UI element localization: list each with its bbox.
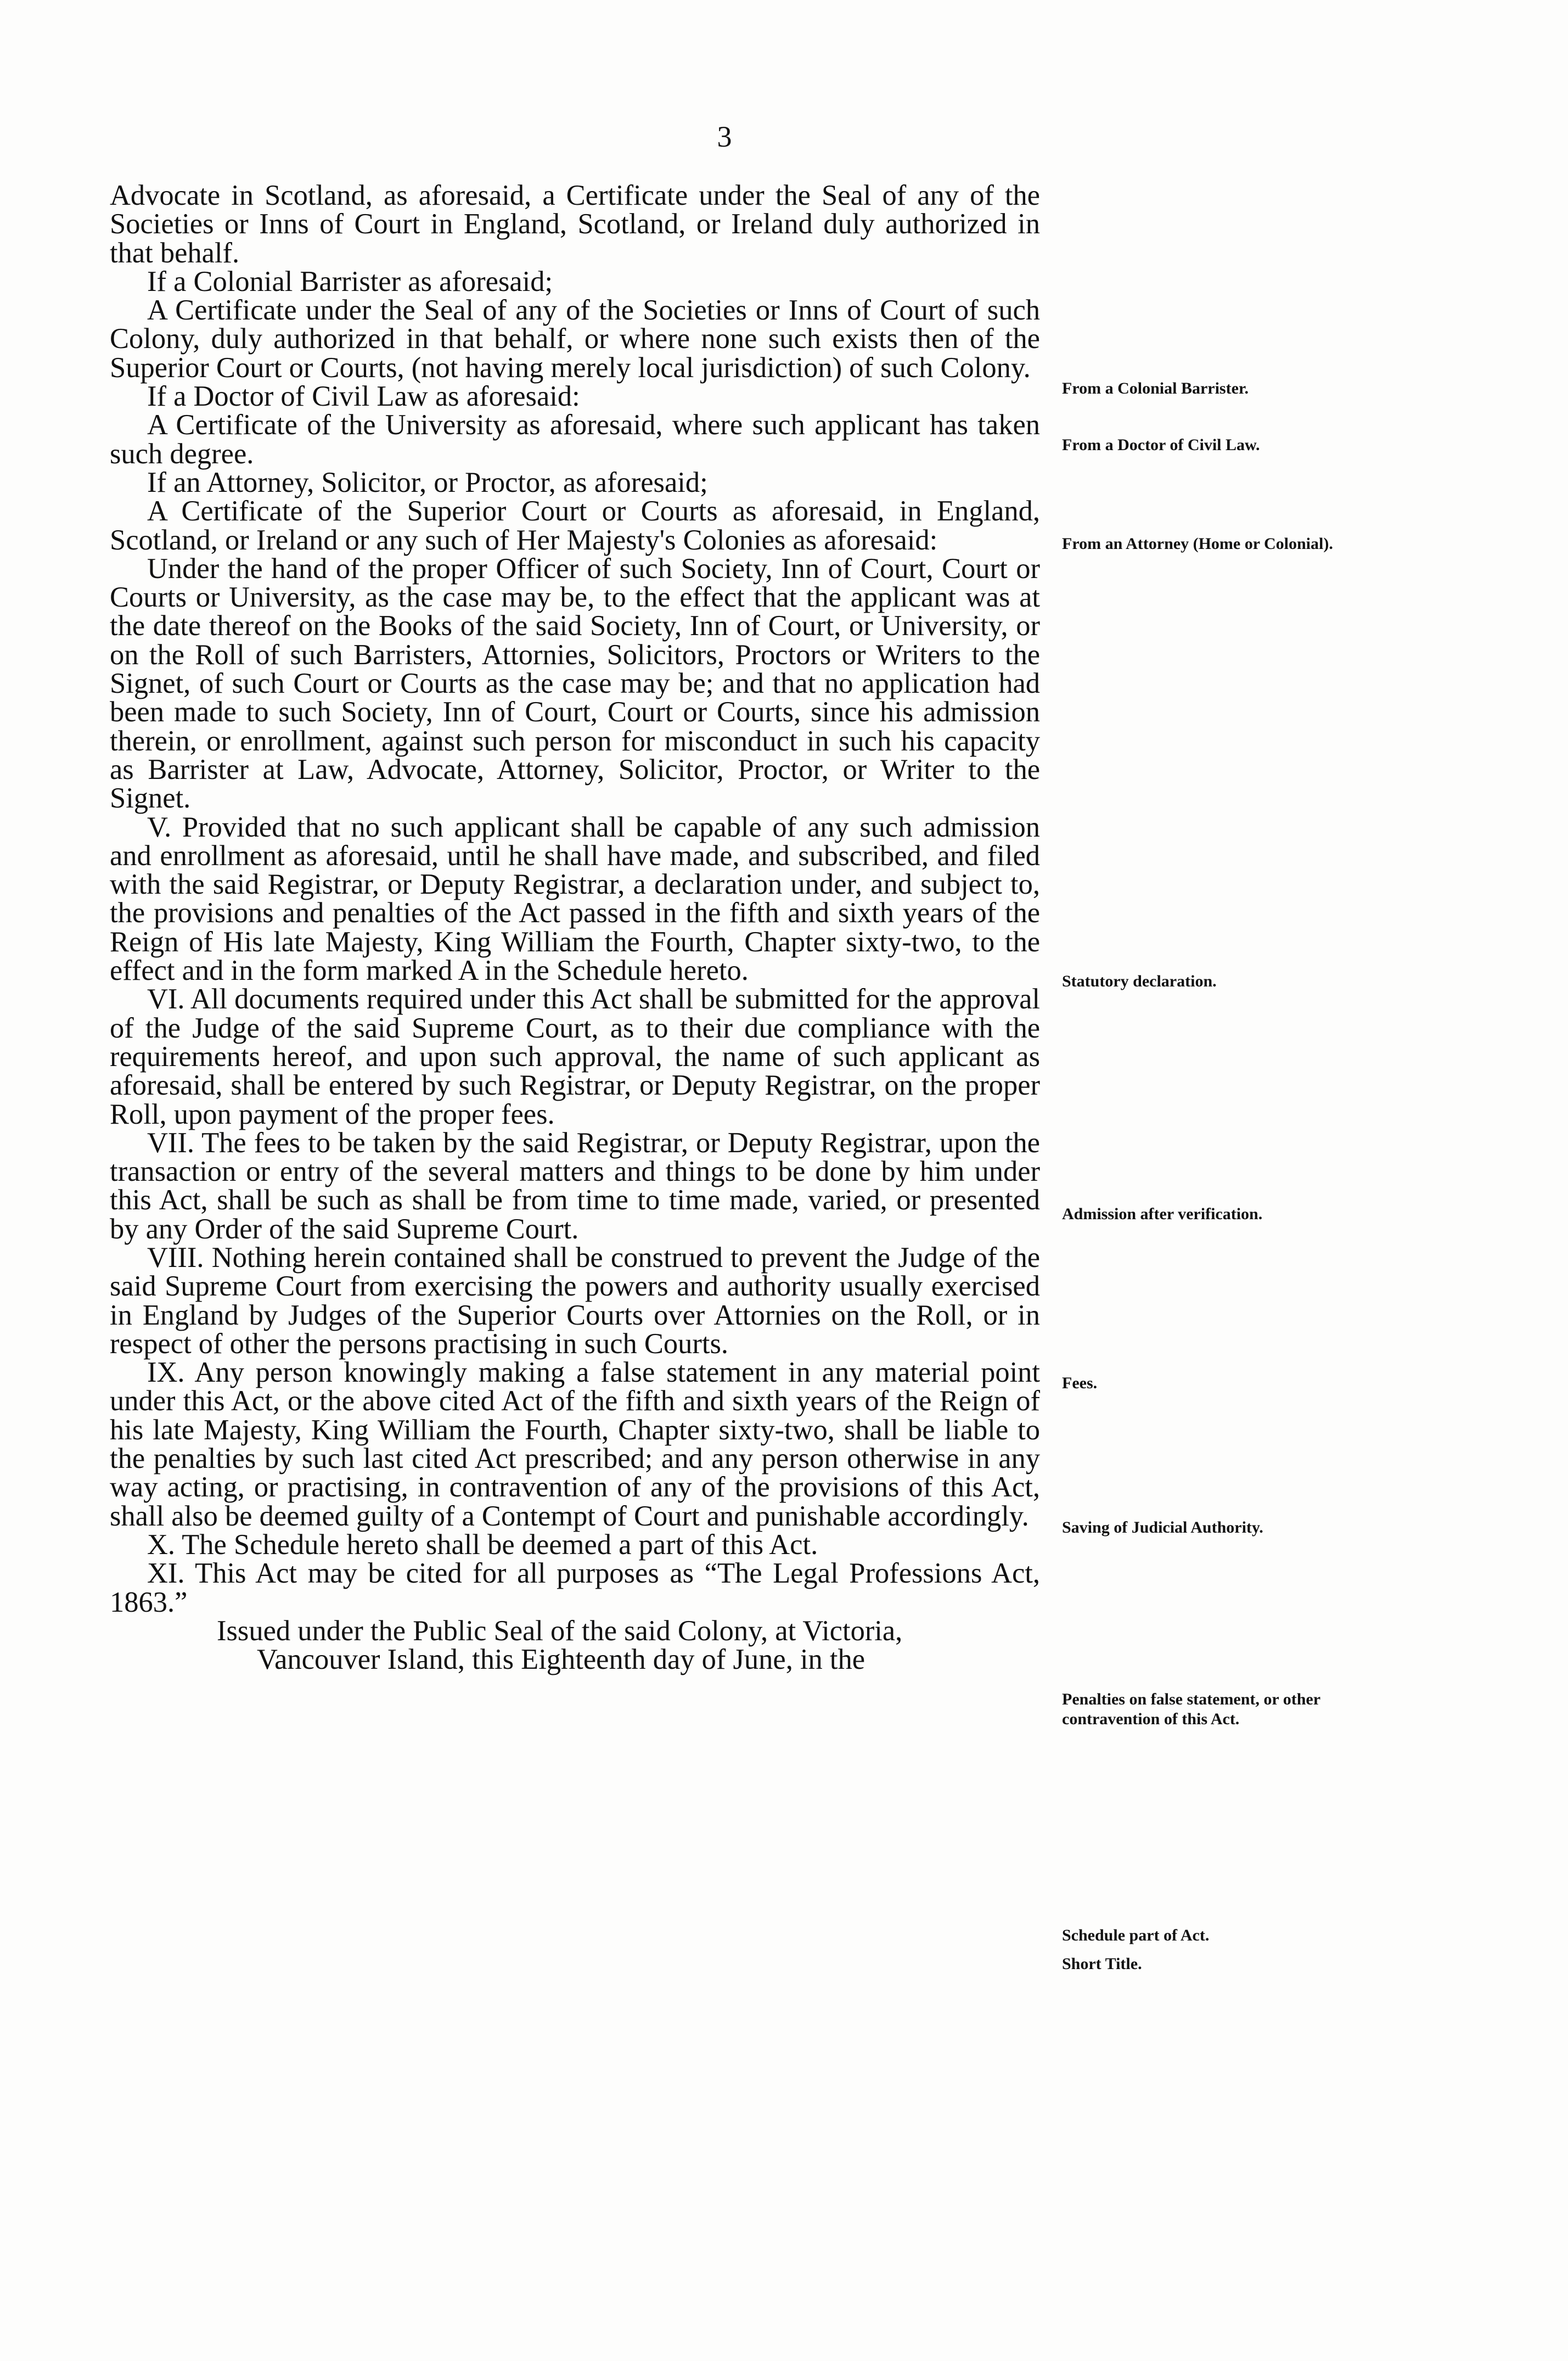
side-note-doctor-civil-law: From a Doctor of Civil Law.	[1062, 436, 1260, 454]
paragraph-doctor-civil-law: If a Doctor of Civil Law as aforesaid:	[147, 380, 580, 413]
paragraph-colonial-barrister: If a Colonial Barrister as aforesaid;	[147, 265, 553, 298]
section-vii-fees: VII. The fees to be taken by the said Registrar, or Deputy Registrar, upon the transaction or entry of the several matters and things to be done by him under this Act, shall be such as shall be from time to time made, varied, or presented by any Order of the said Supreme Court.	[110, 1126, 1040, 1245]
paragraph-proper-officer: Under the hand of the proper Officer of such Society, Inn of Court, Court or Courts or University, as the case may be, to the effect that the applicant was at the date thereof on the Books of the said Society, Inn of Court, or University, or on the Roll of such Barristers, Attornies, Solicitors, Proctors or Writers to the Signet, of such Court or Courts as the case may be; and that no application had been made to such Society, Inn of Court, Court or Courts, since his admission therein, or enrollment, against such person for misconduct in such his capacity as Barrister at Law, Advocate, Attorney, Solicitor, Proctor, or Writer to the Signet.	[110, 552, 1040, 815]
side-note-judicial-authority: Saving of Judicial Authority.	[1062, 1518, 1263, 1536]
paragraph-attorney: If an Attorney, Solicitor, or Proctor, as aforesaid;	[147, 466, 708, 498]
page-number: 3	[717, 120, 732, 153]
section-v-statutory-declaration: V. Provided that no such applicant shall be capable of any such admission and enrollment as aforesaid, until he shall have made, and subscribed, and filed with the said Registrar, or Deputy Registrar, a declaration under, and subject to, the provisions and penalties of the Act passed in the fifth and sixth years of the Reign of His late Majesty, King William the Fourth, Chapter sixty-two, to the effect and in the form marked A in the Schedule hereto.	[110, 811, 1040, 987]
paragraph-superior-court-certificate: A Certificate of the Superior Court or Courts as aforesaid, in England, Scotland, or Ireland or any such of Her Majesty's Colonies as aforesaid:	[110, 495, 1040, 556]
section-xi-short-title: XI. This Act may be cited for all purposes as “The Legal Professions Act, 1863.”	[110, 1557, 1040, 1618]
section-ix-penalties: IX. Any person knowingly making a false statement in any material point under this Act, or the above cited Act of the fifth and sixth years of the Reign of his late Majesty, King William the Fourth, Chapter sixty-two, shall be liable to the penalties by such last cited Act prescribed; and any person otherwise in any way acting, or practising, in contravention of any of the provisions of this Act, shall also be deemed guilty of a Contempt of Court and punishable accordingly.	[110, 1356, 1040, 1532]
side-note-schedule: Schedule part of Act.	[1062, 1926, 1210, 1944]
side-note-penalties: Penalties on false statement, or other contravention of this Act.	[1062, 1690, 1320, 1728]
paragraph-university-certificate: A Certificate of the University as aforesaid, where such applicant has taken such degree.	[110, 409, 1040, 470]
side-note-fees: Fees.	[1062, 1374, 1098, 1392]
paragraph-advocate-certificate: Advocate in Scotland, as aforesaid, a Certificate under the Seal of any of the Societies or Inns of Court in England, Scotland, or Ireland duly authorized in that behalf.	[110, 180, 1040, 269]
side-note-colonial-barrister: From a Colonial Barrister.	[1062, 379, 1249, 397]
side-note-admission: Admission after verification.	[1062, 1205, 1263, 1223]
side-note-short-title: Short Title.	[1062, 1955, 1142, 1973]
side-note-attorney: From an Attorney (Home or Colonial).	[1062, 535, 1333, 553]
statute-body	[110, 181, 1040, 1674]
section-x-schedule: X. The Schedule hereto shall be deemed a part of this Act.	[147, 1528, 818, 1561]
closing-line-2: Vancouver Island, this Eighteenth day of June, in the	[257, 1644, 866, 1676]
closing-line-1: Issued under the Public Seal of the said Colony, at Victoria,	[217, 1614, 903, 1647]
paragraph-colony-certificate: A Certificate under the Seal of any of the Societies or Inns of Court of such Colony, duly authorized in that behalf, or where none such exists then of the Superior Court or Courts, (not having merely local jurisdiction) of such Colony.	[110, 294, 1040, 384]
section-vi-admission: VI. All documents required under this Act shall be submitted for the approval of the Judge of the said Supreme Court, as to their due compliance with the requirements hereof, and upon such approval, the name of such applicant as aforesaid, shall be entered by such Registrar, or Deputy Registrar, on the proper Roll, upon payment of the proper fees.	[110, 983, 1040, 1130]
side-note-statutory-declaration: Statutory declaration.	[1062, 972, 1217, 990]
section-viii-saving: VIII. Nothing herein contained shall be construed to prevent the Judge of the said Supreme Court from exercising the powers and authority usually exercised in England by Judges of the Superior Courts over Attornies on the Roll, or in respect of other the persons practising in such Courts.	[110, 1241, 1040, 1360]
